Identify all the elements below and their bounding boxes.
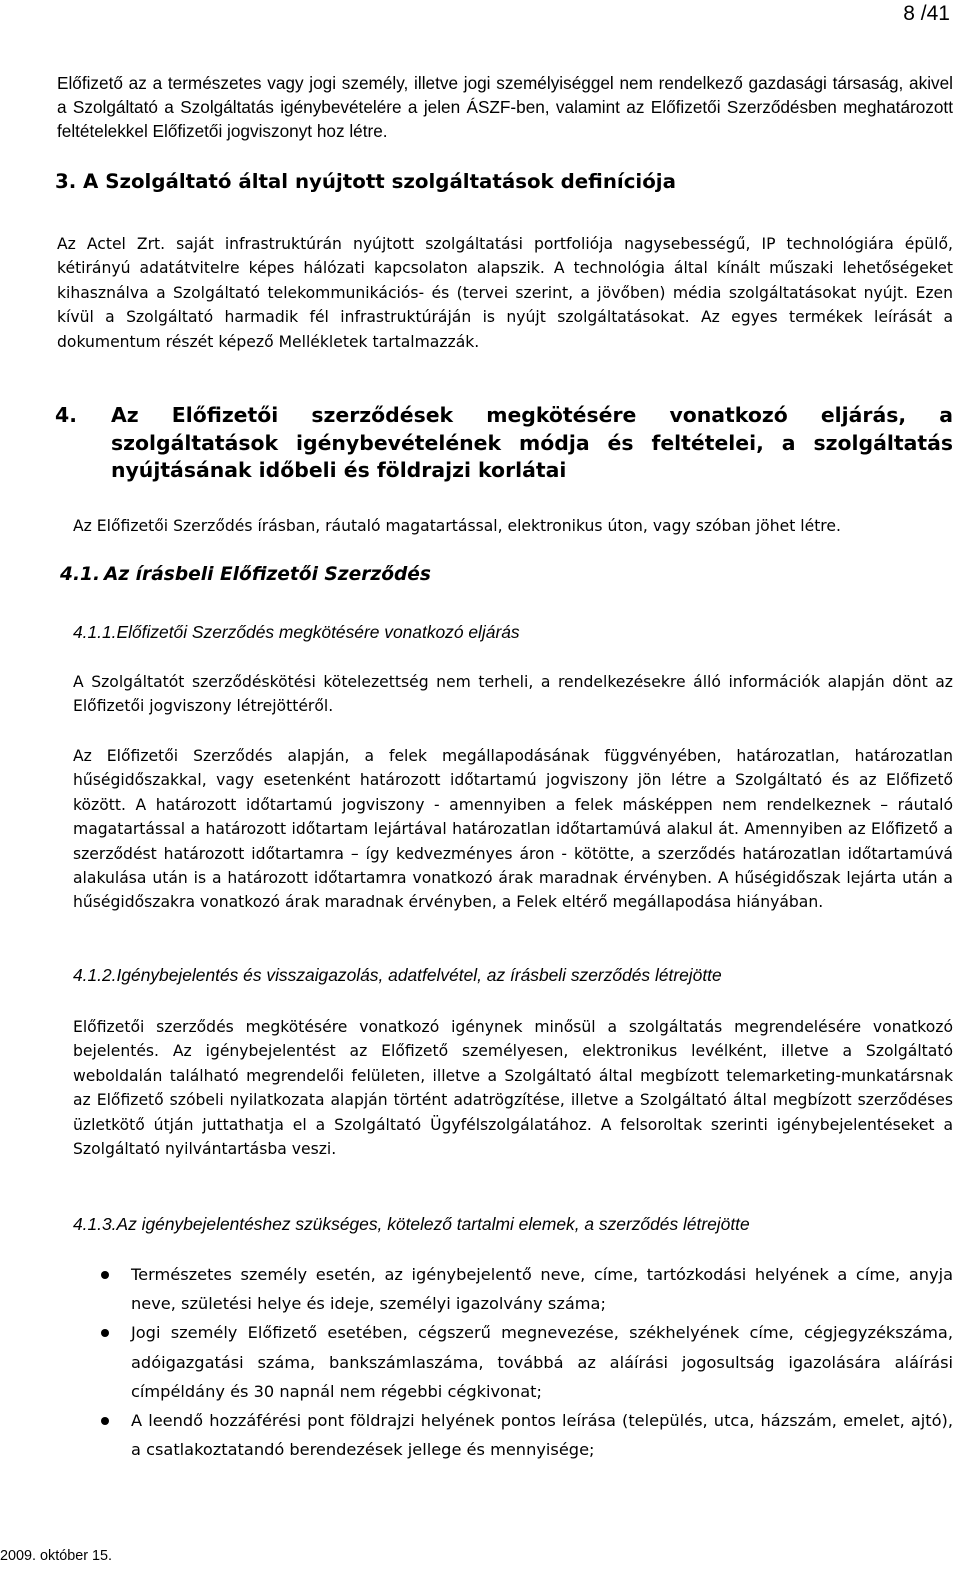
- section-4-paragraph: Az Előfizetői Szerződés írásban, ráutaló magatartással, elektronikus úton, vagy szóban jöhet létre.: [73, 517, 841, 535]
- section-3-number: 3.: [55, 170, 77, 193]
- list-item: [57, 1260, 953, 1318]
- section-4-1-2-heading: [73, 963, 960, 987]
- section-4-1-3-title: Az igénybejelentéshez szükséges, kötelező tartalmi elemek, a szerződés létrejötte: [116, 1214, 750, 1234]
- section-4-1-1-paragraph-1: A Szolgáltatót szerződéskötési kötelezettség nem terheli, a rendelkezésekre álló információk alapján dönt az Előfizetői jogviszony létrejöttéről.: [73, 673, 953, 716]
- list-item-text: Természetes személy esetén, az igénybejelentő neve, címe, tartózkodási helyének a címe, anyja neve, születési helye és ideje, személyi igazolvány száma;: [131, 1265, 953, 1314]
- section-4-1-heading: [60, 563, 956, 587]
- section-4-1-1-title: Előfizetői Szerződés megkötésére vonatkozó eljárás: [116, 622, 520, 642]
- section-4-heading: [55, 402, 953, 485]
- bullet-icon: [101, 1329, 109, 1337]
- section-3-paragraph: Az Actel Zrt. saját infrastruktúrán nyújtott szolgáltatási portfoliója nagysebességű, IP technológiára épülő, kétirányú adatátvitelre képes hálózati kapcsolaton alapszik. A technológia által kínált műszaki lehetőségeket kihasználva a Szolgáltató telekommunikációs- és (tervei szerint, a jövőben) média szolgáltatásokat nyújt. Ezen kívül a Szolgáltató harmadik fél infrastruktúráján is nyújt szolgáltatásokat. Az egyes termékek leírását a dokumentum részét képező Mellékletek tartalmazzák.: [57, 235, 953, 351]
- list-item: [57, 1406, 953, 1464]
- section-4-1-1-number: 4.1.1.: [73, 622, 117, 642]
- section-3-title: A Szolgáltató által nyújtott szolgáltatások definíciója: [83, 170, 676, 193]
- intro-paragraph: Előfizető az a természetes vagy jogi személy, illetve jogi személyiséggel nem rendelkező gazdasági társaság, akivel a Szolgáltató a Szolgáltatás igénybevételére a jelen ÁSZF-ben, valamint az Előfizetői Szerződésben meghatározott feltételekkel Előfizetői jogviszonyt hoz létre.: [57, 73, 953, 142]
- section-4-1-1-paragraph-2: Az Előfizetői Szerződés alapján, a felek megállapodásának függvényében, határozatlan, határozatlan hűségidőszakkal, vagy esetenként határozott időtartamú jogviszony jön létre a Szolgáltató és az Előfizető között. A határozott időtartamú jogviszony - amennyiben a felek másképpen nem rendelkeznek – ráutaló magatartással a határozott időtartam lejártával határozatlan időtartamúvá alakul át. Amennyiben az Előfizető a szerződést határozott időtartamra – így kedvezményes áron - kötötte, a szerződés határozatlan időtartamúvá alakulása után is a határozott időtartamra vonatkozó árak maradnak érvényben. A hűségidőszak lejárta után a hűségidőszakra vonatkozó árak maradnak érvényben, a Felek eltérő megállapodása hiányában.: [73, 747, 953, 912]
- bullet-icon: [101, 1271, 109, 1279]
- section-4-1-2-title: Igénybejelentés és visszaigazolás, adatfelvétel, az írásbeli szerződés létrejötte: [116, 965, 722, 985]
- section-4-1-title: Az írásbeli Előfizetői Szerződés: [104, 564, 431, 585]
- list-item-text: A leendő hozzáférési pont földrajzi helyének pontos leírása (település, utca, házszám, emelet, ajtó), a csatlakoztatandó berendezések jellege és mennyisége;: [131, 1411, 953, 1460]
- section-4-1-number: 4.1.: [60, 564, 101, 585]
- section-4-1-3-heading: [73, 1212, 960, 1236]
- section-4-1-2-paragraph: Előfizetői szerződés megkötésére vonatkozó igénynek minősül a szolgáltatás megrendelésére vonatkozó bejelentés. Az igénybejelentést az Előfizető személyesen, elektronikus levélként, illetve a Szolgáltató weboldalán található megrendelői felületen, illetve a Szolgáltató által megbízott telemarketing-munkatársnak az Előfizető szóbeli nyilatkozata alapján történt adatrögzítése, illetve a Szolgáltató által megbízott szerződéses üzletkötő útján juttathatja el a Szolgáltató Ügyfélszolgálatához. A felsoroltak szerinti igénybejelentéseket a Szolgáltató nyilvántartásba veszi.: [73, 1018, 953, 1159]
- section-4-1-2-number: 4.1.2.: [73, 965, 117, 985]
- footer-date: 2009. október 15.: [0, 1548, 113, 1564]
- section-4-title: Az Előfizetői szerződések megkötésére vonatkozó eljárás, a szolgáltatások igénybevételének módja és feltételei, a szolgáltatás nyújtásának időbeli és földrajzi korlátai: [111, 403, 953, 482]
- list-item: [57, 1318, 953, 1406]
- section-4-number: 4.: [55, 403, 77, 427]
- section-4-1-1-heading: [73, 620, 960, 644]
- list-item-text: Jogi személy Előfizető esetében, cégszerű megnevezése, székhelyének címe, cégjegyzékszáma, adóigazgatási száma, bankszámlaszáma, továbbá az aláírási jogosultság igazolására aláírási címpéldány és 30 napnál nem régebbi cégkivonat;: [131, 1323, 953, 1401]
- section-4-1-3-number: 4.1.3.: [73, 1214, 117, 1234]
- page-number: 8 /41: [903, 2, 950, 25]
- requirements-list: [57, 1260, 953, 1464]
- bullet-icon: [101, 1417, 109, 1425]
- section-3-heading: [55, 169, 951, 195]
